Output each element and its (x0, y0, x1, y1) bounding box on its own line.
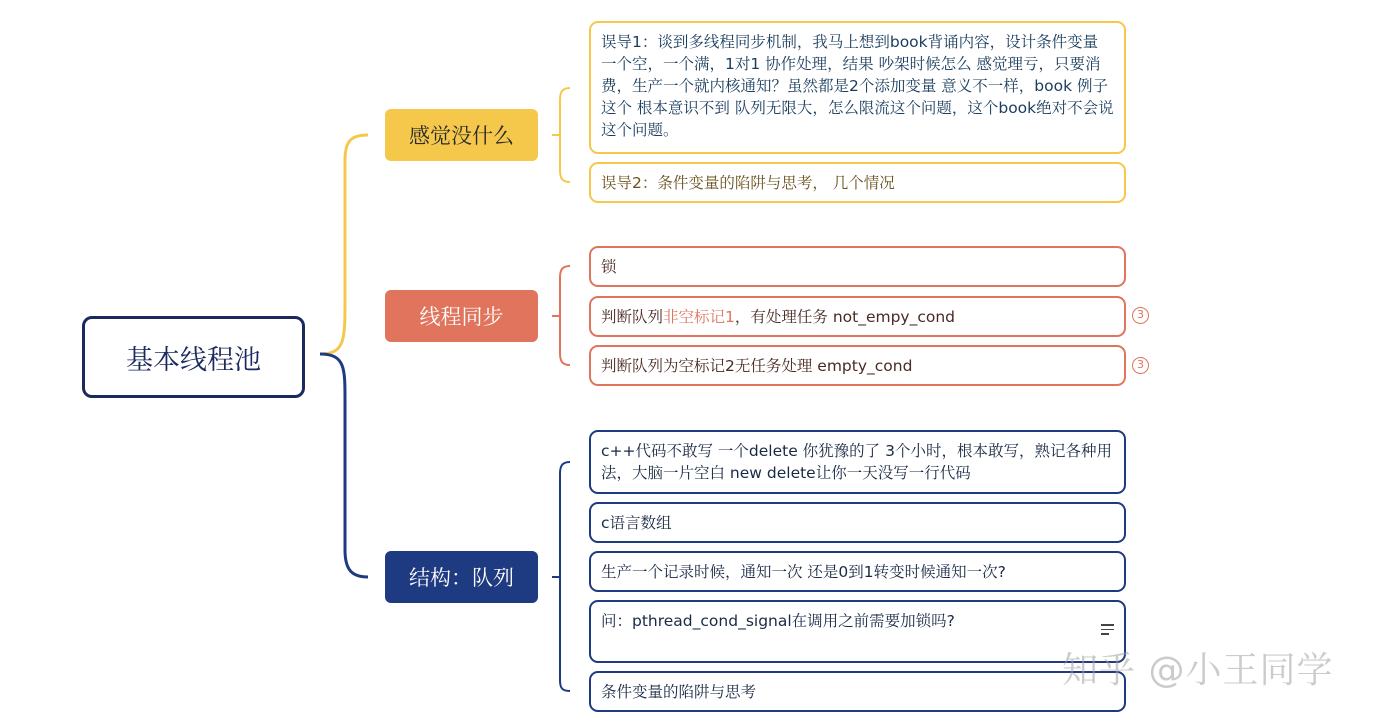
leaf-text: 生产一个记录时候，通知一次 还是0到1转变时候通知一次? (601, 563, 1006, 581)
leaf-node[interactable] (589, 671, 1126, 712)
leaf-node[interactable] (589, 296, 1126, 337)
leaf-node[interactable] (589, 246, 1126, 287)
comment-count-badge[interactable]: 3 (1132, 357, 1149, 374)
leaf-text: 条件变量的陷阱与思考 (601, 683, 757, 701)
leaf-node[interactable] (589, 21, 1126, 154)
leaf-text: 判断队列为空标记2无任务处理 empty_cond (601, 357, 913, 375)
leaf-node[interactable] (589, 430, 1126, 494)
leaf-node[interactable] (589, 502, 1126, 543)
leaf-text: 锁 (601, 258, 617, 276)
leaf-text: c语言数组 (601, 514, 672, 532)
comment-count-badge[interactable]: 3 (1132, 307, 1149, 324)
branch-label: 结构：队列 (409, 566, 514, 590)
branch-label: 线程同步 (419, 305, 504, 329)
leaf-node[interactable] (589, 600, 1126, 663)
leaf-node[interactable] (589, 162, 1126, 203)
leaf-text: 误导2：条件变量的陷阱与思考， 几个情况 (601, 174, 895, 192)
note-icon[interactable] (1101, 624, 1114, 638)
root-label: 基本线程池 (126, 344, 261, 376)
leaf-text: 问：pthread_cond_signal在调用之前需要加锁吗? (601, 612, 955, 630)
branch-node-thread-sync[interactable] (385, 290, 538, 342)
leaf-node[interactable] (589, 551, 1126, 592)
leaf-text: ，有处理任务 not_empy_cond (734, 308, 956, 326)
branch-node-structure-queue[interactable] (385, 551, 538, 603)
branch-label: 感觉没什么 (409, 124, 514, 148)
leaf-node[interactable] (589, 345, 1126, 386)
branch-node-feeling[interactable] (385, 109, 538, 161)
leaf-text: 误导1：谈到多线程同步机制，我马上想到book背诵内容，设计条件变量 一个空，一个满，1对1 协作处理，结果 吵架时候怎么 感觉理亏，只要消费，生产一个就内核通知？虽然都是2个添加变量 意义不一样，book 例子 这个 根本意识不到 队列无限大，怎么限流这个问题，这个book绝对不会说这个问题。 (601, 33, 1114, 139)
root-node[interactable] (82, 316, 305, 398)
leaf-highlight-text: 非空标记1 (663, 308, 735, 326)
leaf-text: 判断队列 (601, 308, 664, 326)
leaf-text: c++代码不敢写 一个delete 你犹豫的了 3个小时，根本敢写，熟记各种用法，大脑一片空白 new delete让你一天没写一行代码 (601, 442, 1112, 482)
watermark: 知乎 @小王同学 (1062, 650, 1334, 691)
